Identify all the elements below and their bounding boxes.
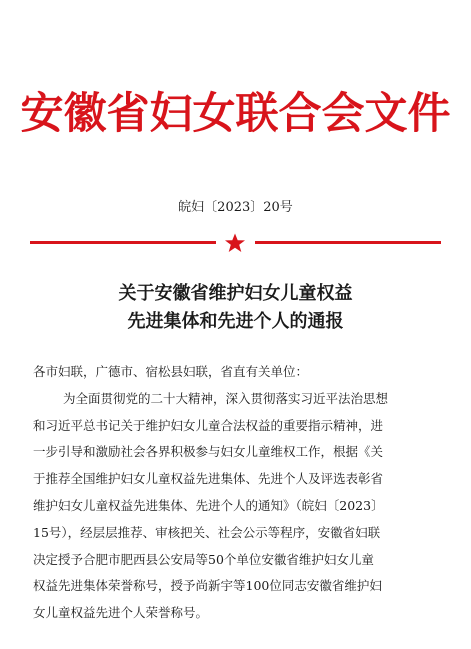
divider-line-right (255, 241, 441, 244)
divider-line-left (30, 241, 216, 244)
body-line: 决定授予合肥市肥西县公安局等50个单位安徽省维护妇女儿童 (33, 551, 374, 567)
salutation: 各市妇联，广德市、宿松县妇联，省直有关单位： (33, 364, 309, 379)
body-line: 15号），经层层推荐、审核把关、社会公示等程序，安徽省妇联 (33, 524, 381, 540)
document-title-line-2: 先进集体和先进个人的通报 (127, 311, 344, 332)
body-line: 和习近平总书记关于维护妇女儿童合法权益的重要指示精神，进 (33, 417, 384, 433)
document-body (33, 359, 441, 627)
body-line: 于推荐全国维护妇女儿童权益先进集体、先进个人及评选表彰省 (33, 471, 384, 487)
body-line: 女儿童权益先进个人荣誉称号。 (33, 605, 209, 621)
red-divider (30, 233, 441, 253)
masthead: 安徽省妇女联合会文件 (20, 89, 451, 139)
document-title-line-1: 关于安徽省维护妇女儿童权益 (118, 283, 353, 304)
star-icon (223, 233, 247, 253)
document-number: 皖妇〔2023〕20号 (178, 200, 293, 215)
body-line: 为全面贯彻党的二十大精神，深入贯彻落实习近平法治思想 (63, 390, 389, 406)
body-line: 一步引导和激励社会各界积极参与妇女儿童维权工作，根据《关 (33, 444, 384, 460)
body-line: 维护妇女儿童权益先进集体、先进个人的通知》（皖妇〔2023〕 (33, 497, 384, 513)
body-line: 权益先进集体荣誉称号，授予尚新宇等100位同志安徽省维护妇 (33, 578, 382, 594)
